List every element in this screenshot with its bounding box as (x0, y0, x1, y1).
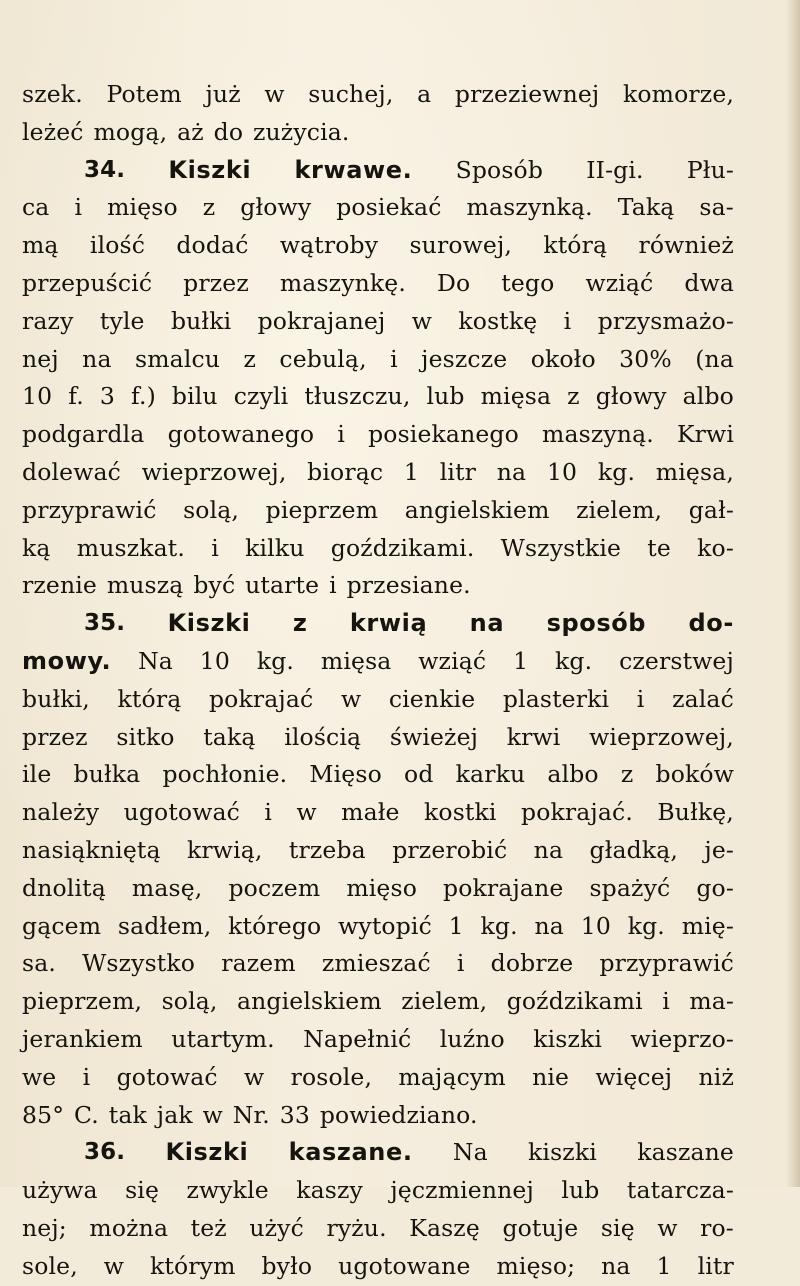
text-word: nie (532, 1062, 570, 1091)
text-word: sitko (116, 722, 175, 751)
text-word: którym (150, 1251, 236, 1280)
text-word: należy (22, 798, 100, 827)
recipe-heading: krwawe. (294, 155, 413, 184)
text-word: około (530, 344, 596, 373)
text-word: powiedziano. (319, 1100, 478, 1129)
text-word: ką (22, 533, 51, 562)
text-word: muszą (106, 571, 184, 600)
text-word: dodać (176, 231, 249, 260)
recipe-heading: kaszane. (288, 1138, 413, 1167)
text-word: we (22, 1062, 57, 1091)
text-word: używa (22, 1176, 98, 1205)
text-word: aż (177, 117, 204, 146)
text-line (22, 945, 734, 983)
text-word: ugotowane (338, 1251, 471, 1280)
text-word: Sposób (455, 155, 544, 184)
text-word: nej; (22, 1213, 67, 1242)
text-word: ugotować (123, 798, 240, 827)
text-word: do (213, 117, 244, 146)
text-word: kg. (256, 646, 295, 675)
text-word: również (638, 231, 734, 260)
text-word: w (340, 684, 362, 713)
text-word: czyli (233, 382, 289, 411)
text-word: rzenie (22, 571, 97, 600)
text-line (22, 152, 734, 190)
text-word: w (264, 80, 285, 108)
text-word: kaszane (637, 1138, 734, 1167)
text-word: zużycia. (252, 117, 350, 146)
text-word: pokrajać (208, 684, 314, 713)
text-word: z (620, 760, 634, 789)
text-word: gał- (688, 495, 734, 524)
text-word: plasterki (502, 684, 610, 713)
text-word: mięsa, (655, 457, 734, 486)
text-line (22, 189, 734, 227)
text-word: krwią, (187, 835, 263, 864)
text-word: sa- (699, 193, 734, 222)
text-word: ryżu. (326, 1213, 387, 1242)
text-word: maszyną. (542, 420, 654, 449)
text-word: sadłem, (117, 911, 212, 940)
text-word: tatarcza- (626, 1176, 734, 1205)
text-word: 1 (403, 457, 420, 486)
text-word: tyle (99, 306, 145, 335)
text-word: angielskiem (236, 987, 382, 1016)
text-word: tak (108, 1100, 147, 1129)
text-word: maszynką. (466, 193, 593, 222)
text-word: jeszcze (421, 344, 508, 373)
text-line (22, 1210, 734, 1248)
recipe-heading: Kiszki (168, 155, 252, 184)
text-line (22, 643, 734, 681)
text-word: być (193, 571, 236, 600)
text-word: Nr. (232, 1100, 270, 1129)
text-line (22, 341, 734, 379)
text-word: 10 (199, 646, 230, 675)
text-word: Krwi (676, 420, 734, 449)
text-word: gotuje (502, 1213, 579, 1242)
text-word: Na (452, 1138, 488, 1167)
text-word: z (202, 193, 216, 222)
text-line (22, 114, 734, 152)
text-word: więcej (595, 1062, 673, 1091)
text-word: kilku (245, 533, 305, 562)
text-word: Mięso (309, 760, 382, 789)
text-word: wziąć (418, 646, 487, 675)
text-word: wytopić (338, 911, 432, 940)
text-word: masę, (131, 873, 203, 902)
text-line (22, 1172, 734, 1210)
text-word: było (261, 1251, 313, 1280)
text-word: bułki, (22, 684, 90, 713)
text-word: na (496, 457, 527, 486)
text-word: wieprzowej, (589, 722, 734, 751)
text-word: suchej, (308, 80, 394, 108)
text-word: lub (561, 1176, 600, 1205)
text-word: utartym. (171, 1024, 275, 1053)
text-word: nej (22, 344, 59, 373)
text-word: w (411, 306, 433, 335)
text-word: tego (501, 268, 555, 297)
text-word: albo (547, 760, 599, 789)
text-word: litr (697, 1251, 734, 1280)
text-word: mięso (346, 873, 417, 902)
text-word: zielem, (576, 495, 663, 524)
text-word: podgardla (22, 420, 145, 449)
text-word: wziąć (585, 268, 654, 297)
text-word: Kaszę (409, 1213, 480, 1242)
text-word: 1 (448, 911, 464, 940)
text-word: mą (22, 231, 59, 260)
text-line (22, 530, 734, 568)
text-line (22, 1248, 734, 1286)
text-word: solą, (161, 987, 218, 1016)
text-word: leżeć (22, 117, 84, 146)
text-word: boków (655, 760, 734, 789)
text-word: gotować (116, 1062, 218, 1091)
text-word: i (636, 684, 645, 713)
text-word: ro- (700, 1213, 734, 1242)
text-word: przepuścić (22, 268, 153, 297)
page-edge-shadow (786, 0, 800, 1187)
text-line (22, 832, 734, 870)
text-word: posiekać (336, 193, 442, 222)
text-line (22, 1134, 734, 1172)
text-word: z (567, 382, 580, 411)
text-word: w (103, 1251, 125, 1280)
recipe-heading: do- (688, 609, 734, 638)
text-word: też (190, 1213, 227, 1242)
text-word: ilość (89, 231, 146, 260)
text-word: mięsa (480, 382, 552, 411)
text-word: wątroby (279, 231, 379, 260)
text-word: taką (203, 722, 256, 751)
text-word: albo (682, 382, 734, 411)
text-word: przysmażo- (597, 306, 734, 335)
text-word: cebulą, (279, 344, 367, 373)
text-line (22, 567, 734, 605)
text-word: Wszystko (82, 949, 196, 978)
text-word: kg. (555, 646, 593, 675)
text-word: 10 (546, 457, 578, 486)
text-word: pokrajanej (257, 306, 386, 335)
text-word: przyprawić (599, 949, 734, 978)
text-word: i (337, 420, 345, 449)
recipe-number: 36. (84, 1139, 126, 1166)
text-word: 10 (580, 911, 611, 940)
text-word: przerobić (392, 835, 508, 864)
text-word: i (211, 533, 219, 562)
text-line (22, 227, 734, 265)
text-word: bułka (73, 760, 141, 789)
text-word: kostki (424, 798, 497, 827)
text-word: ca (22, 193, 50, 222)
text-line (22, 794, 734, 832)
text-word: surowej, (409, 231, 513, 260)
text-word: zalać (672, 684, 734, 713)
recipe-heading: krwią (349, 609, 428, 638)
text-word: Potem (106, 80, 182, 108)
text-word: małe (341, 798, 400, 827)
text-word: mającym (398, 1062, 506, 1091)
text-line (22, 719, 734, 757)
text-word: ilością (284, 722, 362, 751)
text-word: zwykle (186, 1176, 269, 1205)
text-word: litr (439, 457, 477, 486)
recipe-heading: na (469, 609, 505, 638)
text-line (22, 265, 734, 303)
text-word: bilu (171, 382, 218, 411)
text-word: gącem (22, 911, 102, 940)
text-word: na (533, 835, 564, 864)
text-word: gotowanego (167, 420, 315, 449)
text-word: Napełnić (303, 1024, 412, 1053)
recipe-heading: sposób (546, 609, 647, 638)
text-word: szek. (22, 80, 83, 108)
recipe-heading: Kiszki (165, 1138, 249, 1167)
text-line (22, 454, 734, 492)
text-word: krwi (506, 722, 561, 751)
text-word: gładką, (589, 835, 678, 864)
text-line (22, 681, 734, 719)
text-word: Wszystkie (500, 533, 622, 562)
text-word: przesiane. (346, 571, 471, 600)
text-word: i (662, 987, 670, 1016)
text-word: smalcu (135, 344, 221, 373)
text-word: kg. (480, 911, 518, 940)
text-word: mię- (681, 911, 734, 940)
text-word: bułki (170, 306, 232, 335)
text-word: którą (543, 231, 608, 260)
text-word: trzeba (288, 835, 366, 864)
text-word: jerankiem (22, 1024, 143, 1053)
text-word: którą (117, 684, 182, 713)
text-line (22, 1097, 734, 1135)
text-word: czerstwej (619, 646, 734, 675)
text-word: komorze, (622, 80, 734, 108)
text-word: dolewać (22, 457, 121, 486)
text-line (22, 1059, 734, 1097)
text-word: pieprzem (265, 495, 379, 524)
text-word: mięso (107, 193, 178, 222)
text-word: kg. (597, 457, 636, 486)
text-line (22, 492, 734, 530)
text-word: sole, (22, 1251, 78, 1280)
text-word: Płu- (686, 155, 734, 184)
text-word: na (534, 911, 564, 940)
text-word: sa. (22, 949, 56, 978)
text-word: dwa (684, 268, 734, 297)
text-word: Do (436, 268, 471, 297)
text-word: zielem, (401, 987, 488, 1016)
text-word: luźno (439, 1024, 505, 1053)
text-word: goździkami. (330, 533, 475, 562)
text-word: cienkie (388, 684, 476, 713)
text-word: którego (228, 911, 322, 940)
text-word: wieprzowej, (141, 457, 287, 486)
text-word: i (82, 1062, 91, 1091)
text-word: zmieszać (321, 949, 431, 978)
text-word: mięsa (320, 646, 392, 675)
text-word: niż (698, 1062, 734, 1091)
text-word: tłuszczu, (304, 382, 411, 411)
text-word: jęczmiennej (390, 1176, 534, 1205)
text-line (22, 1021, 734, 1059)
text-word: już (205, 80, 241, 108)
text-line (22, 605, 734, 643)
text-word: 30% (619, 344, 672, 373)
recipe-heading: z (292, 609, 308, 638)
text-word: razy (22, 306, 74, 335)
text-word: w (657, 1213, 678, 1242)
text-word: się (600, 1213, 635, 1242)
text-word: 1 (656, 1251, 672, 1280)
text-word: przeziewnej (454, 80, 600, 108)
text-word: mogą, (93, 117, 168, 146)
recipe-number: 34. (84, 156, 126, 183)
text-line (22, 76, 734, 114)
text-word: 10 (22, 382, 53, 411)
text-word: dnolitą (22, 873, 106, 902)
text-word: na (601, 1251, 631, 1280)
text-word: kaszy (296, 1176, 363, 1205)
text-word: pokrajane (443, 873, 564, 902)
text-word: ma- (689, 987, 734, 1016)
text-line (22, 756, 734, 794)
text-word: rosole, (290, 1062, 373, 1091)
text-word: można (89, 1213, 169, 1242)
text-word: muszkat. (76, 533, 186, 562)
text-word: te (647, 533, 671, 562)
recipe-number: 35. (84, 610, 126, 637)
text-word: Bułkę, (657, 798, 734, 827)
text-word: dobrze (490, 949, 574, 978)
text-word: (na (695, 344, 734, 373)
text-word: głowy (240, 193, 312, 222)
text-word: i (563, 306, 572, 335)
text-word: angielskiem (404, 495, 550, 524)
text-word: 1 (513, 646, 529, 675)
text-word: i (74, 193, 83, 222)
text-word: i (456, 949, 465, 978)
text-word: kiszki (528, 1138, 597, 1167)
text-word: kostkę (458, 306, 538, 335)
text-word: głowy (595, 382, 667, 411)
text-word: goździkami (506, 987, 643, 1016)
text-word: posiekanego (368, 420, 519, 449)
text-word: pieprzem, (22, 987, 143, 1016)
text-word: w (244, 1062, 265, 1091)
text-word: ile (22, 760, 52, 789)
text-word: i (329, 571, 337, 600)
text-word: na (82, 344, 112, 373)
text-word: C. (73, 1100, 99, 1129)
text-line (22, 303, 734, 341)
text-word: go- (696, 873, 734, 902)
text-word: karku (455, 760, 526, 789)
text-word: kiszki (533, 1024, 603, 1053)
text-word: przez (183, 268, 249, 297)
text-word: nasiąkniętą (22, 835, 161, 864)
text-word: solą, (183, 495, 240, 524)
text-word: Na (138, 646, 173, 675)
text-word: 33 (279, 1100, 310, 1129)
text-line (22, 378, 734, 416)
text-word: i (264, 798, 273, 827)
text-line (22, 908, 734, 946)
text-word: w (296, 798, 317, 827)
text-word: mięso; (496, 1251, 576, 1280)
text-word: je- (704, 835, 734, 864)
text-word: ko- (697, 533, 734, 562)
text-word: razem (221, 949, 296, 978)
text-line (22, 416, 734, 454)
text-word: 85° (22, 1100, 65, 1129)
text-word: f. (68, 382, 84, 411)
text-word: użyć (249, 1213, 304, 1242)
text-word: z (243, 344, 257, 373)
text-word: a (417, 80, 432, 108)
text-word: przyprawić (22, 495, 157, 524)
text-word: 3 (99, 382, 115, 411)
text-line (22, 870, 734, 908)
page-text (22, 76, 734, 1286)
text-word: i (390, 344, 398, 373)
text-word: kg. (627, 911, 665, 940)
text-word: poczem (228, 873, 321, 902)
text-word: biorąc (307, 457, 384, 486)
text-word: f.) (130, 382, 156, 411)
text-word: się (125, 1176, 160, 1205)
text-word: świeżej (389, 722, 479, 751)
text-word: w (202, 1100, 223, 1129)
text-word: wieprzo- (630, 1024, 734, 1053)
text-word: pokrajać. (521, 798, 633, 827)
text-word: maszynkę. (279, 268, 406, 297)
text-word: przez (22, 722, 88, 751)
text-word: pochłonie. (162, 760, 288, 789)
text-word: lub (426, 382, 465, 411)
text-word: od (404, 760, 434, 789)
text-word: spażyć (589, 873, 671, 902)
text-word: jak (156, 1100, 193, 1129)
recipe-heading: mowy. (22, 646, 112, 675)
recipe-heading: Kiszki (167, 609, 251, 638)
text-word: utarte (245, 571, 320, 600)
text-word: II-gi. (586, 155, 644, 184)
text-line (22, 983, 734, 1021)
text-word: Taką (617, 193, 675, 222)
